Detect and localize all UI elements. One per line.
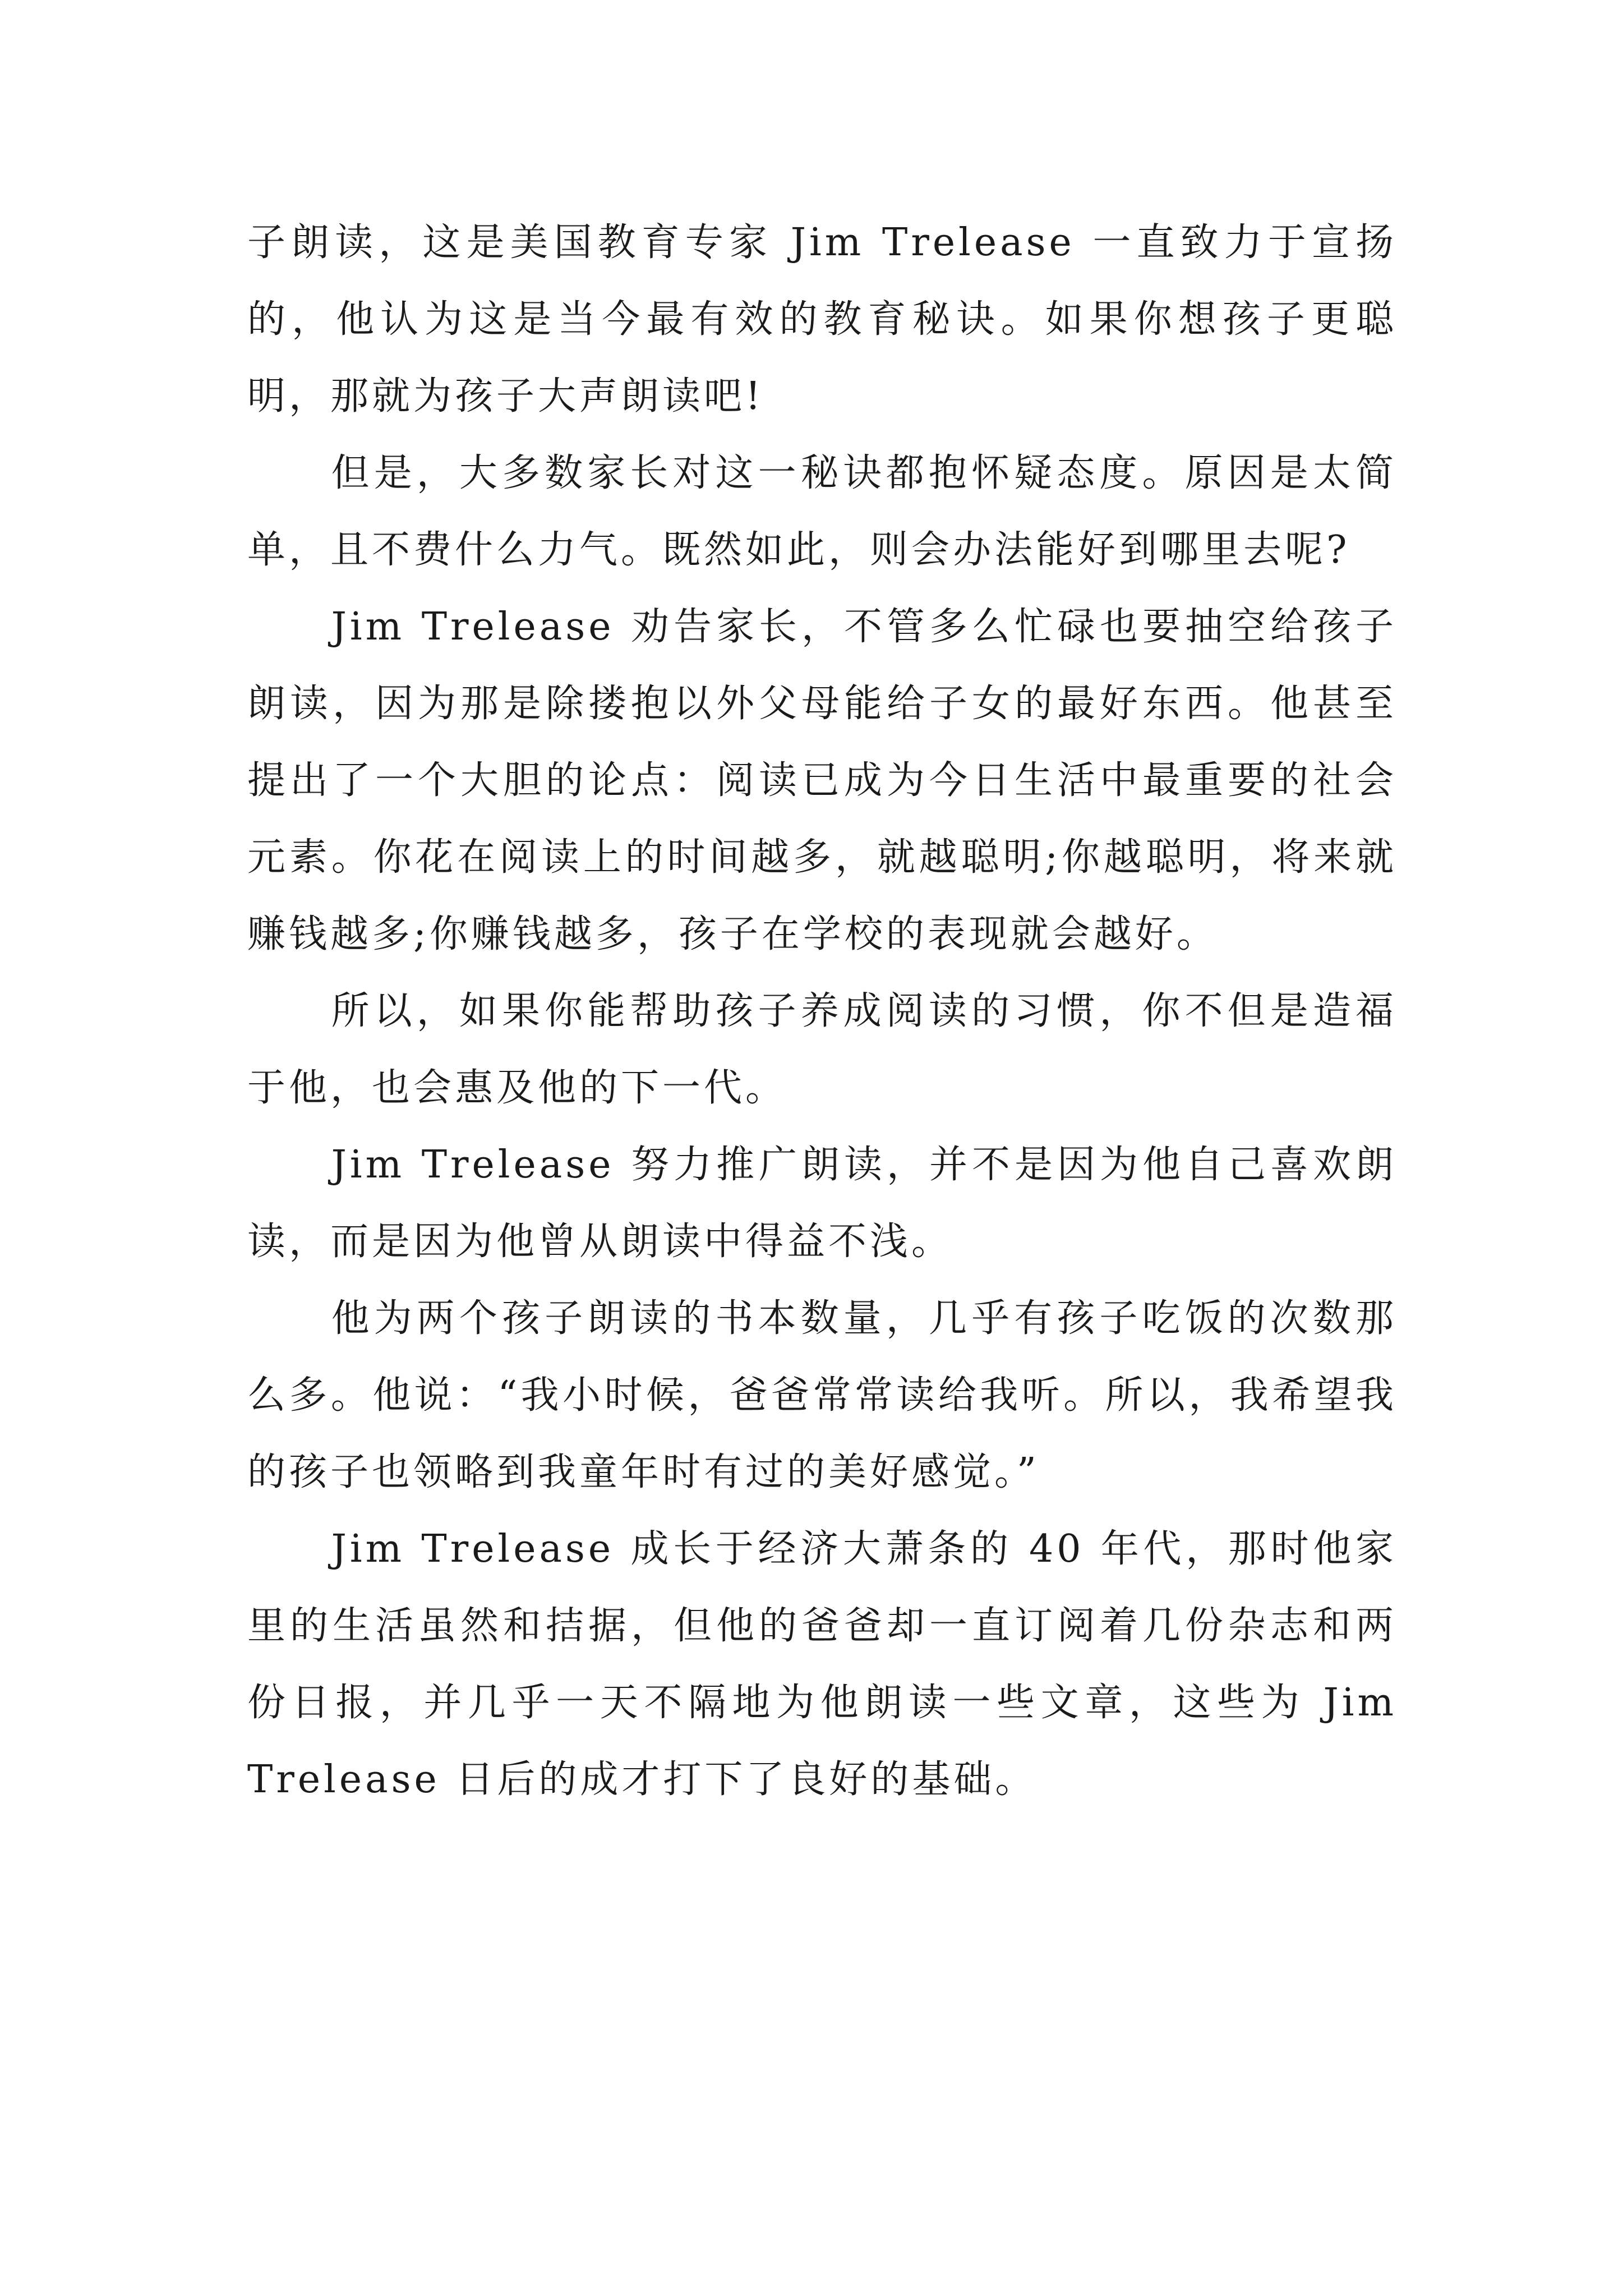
paragraph-children: 他为两个孩子朗读的书本数量，几乎有孩子吃饭的次数那么多。他说：“我小时候，爸爸常常读给我听。所以，我希望我的孩子也领略到我童年时有过的美好感觉。” [247, 1296, 1397, 1494]
paragraph-advice: Jim Trelease 劝告家长，不管多么忙碌也要抽空给孩子朗读，因为那是除搂抱以外父母能给子女的最好东西。他甚至提出了一个大胆的论点：阅读已成为今日生活中最重要的社会元素。你花在阅读上的时间越多，就越聪明;你越聪明，将来就赚钱越多;你赚钱越多，孩子在学校的表现就会越好。 [247, 605, 1397, 956]
paragraph-habit: 所以，如果你能帮助孩子养成阅读的习惯，你不但是造福于他，也会惠及他的下一代。 [247, 989, 1397, 1110]
paragraph-childhood: Jim Trelease 成长于经济大萧条的 40 年代，那时他家里的生活虽然和拮据，但他的爸爸却一直订阅着几份杂志和两份日报，并几乎一天不隔地为他朗读一些文章，这些为 Jim Trelease 日后的成才打下了良好的基础。 [247, 1527, 1397, 1802]
document-body [247, 204, 1397, 1818]
paragraph-continuation: 子朗读，这是美国教育专家 Jim Trelease 一直致力于宣扬的，他认为这是当今最有效的教育秘诀。如果你想孩子更聪明，那就为孩子大声朗读吧! [247, 220, 1397, 418]
paragraph-promotion: Jim Trelease 努力推广朗读，并不是因为他自己喜欢朗读，而是因为他曾从朗读中得益不浅。 [247, 1143, 1397, 1264]
paragraph-skepticism: 但是，大多数家长对这一秘诀都抱怀疑态度。原因是太简单，且不费什么力气。既然如此，则会办法能好到哪里去呢? [247, 451, 1397, 572]
